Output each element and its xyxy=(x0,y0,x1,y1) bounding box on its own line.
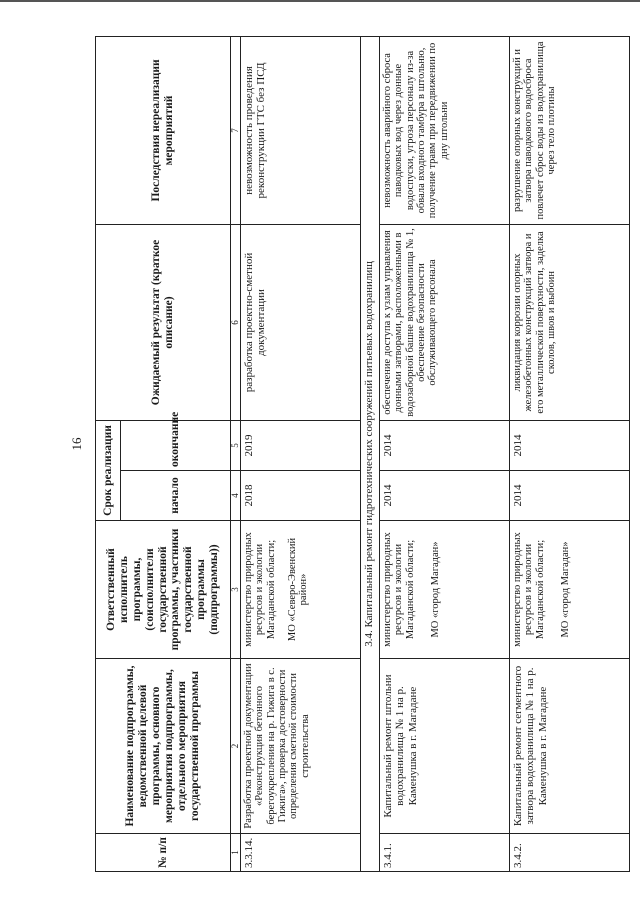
row-result: разработка проектно-сметной документации xyxy=(241,224,361,420)
header-result: Ожидаемый результат (краткое описание) xyxy=(96,224,231,420)
row-name: Разработка проектной документации «Реконструкция бетонного берегоукрепления на р. Гижига в с. Гижига», проверка достоверности определения сметной стоимости строительства xyxy=(241,659,361,834)
column-number: 1 xyxy=(231,834,241,872)
header-end: окончание xyxy=(121,420,231,470)
page-top-border xyxy=(0,0,640,2)
row-end: 2014 xyxy=(380,420,510,470)
row-start: 2014 xyxy=(380,471,510,521)
column-numbers-row xyxy=(231,36,241,871)
header-executor: Ответственный исполнитель программы, (соисполнители государственной программы, участники государственной программы (подпрограммы)) xyxy=(96,521,231,659)
row-result: ликвидация коррозии опорных железобетонных конструкций затвора и его металлической поверхности, заделка сколов, швов и выбоин xyxy=(510,224,630,420)
row-num: 3.3.14. xyxy=(241,834,361,872)
row-executor xyxy=(510,521,630,659)
row-start: 2014 xyxy=(510,471,630,521)
row-num: 3.4.2. xyxy=(510,834,630,872)
table-row xyxy=(241,36,361,871)
row-result: обеспечение доступа к узлам управления донными затворами, расположенными в водозаборной башне водохранилища № 1, обеспечение безопасности обслуживающего персонала xyxy=(380,224,510,420)
column-number: 6 xyxy=(231,224,241,420)
column-number: 7 xyxy=(231,36,241,224)
section-row xyxy=(361,36,380,871)
header-row-1 xyxy=(96,36,121,871)
row-executor-municipality: МО «Северо-Эвенский район» xyxy=(286,537,310,642)
row-name: Капитальный ремонт сегментного затвора водохранилища № 1 на р. Каменушка в г. Магадане xyxy=(510,659,630,834)
row-executor-ministry: министерство природных ресурсов и экологии Магаданской области; xyxy=(512,532,546,647)
row-executor xyxy=(380,521,510,659)
row-executor-ministry: министерство природных ресурсов и экологии Магаданской области; xyxy=(243,532,277,647)
column-number: 4 xyxy=(231,471,241,521)
header-start: начало xyxy=(121,471,231,521)
rotated-table-container xyxy=(95,37,615,872)
row-consequences: невозможность аварийного сброса паводковых вод через донные водоспуски, угроза персоналу из-за обвала входного тамбура в штольню, получение травм при передвижении по дну штольни xyxy=(380,36,510,224)
table-row xyxy=(380,36,510,871)
row-consequences: невозможность проведения реконструкции ГТС без ПСД xyxy=(241,36,361,224)
row-name: Капитальный ремонт штольни водохранилища № 1 на р. Каменушка в г. Магадане xyxy=(380,659,510,834)
column-number: 5 xyxy=(231,420,241,470)
measures-table xyxy=(95,36,630,872)
row-executor-ministry: министерство природных ресурсов и экологии Магаданской области; xyxy=(382,532,416,647)
row-num: 3.4.1. xyxy=(380,834,510,872)
row-start: 2018 xyxy=(241,471,361,521)
header-consequences: Последствия нереализации мероприятий xyxy=(96,36,231,224)
row-end: 2019 xyxy=(241,420,361,470)
page-number: 16 xyxy=(69,437,84,451)
row-end: 2014 xyxy=(510,420,630,470)
column-number: 2 xyxy=(231,659,241,834)
column-number: 3 xyxy=(231,521,241,659)
row-executor-municipality: МО «город Магадан» xyxy=(429,541,441,638)
row-executor xyxy=(241,521,361,659)
header-name: Наименование подпрограммы, ведомственной целевой программы, основного мероприятия подпрограммы, отдельного мероприятия государственной программы xyxy=(96,659,231,834)
section-title: 3.4. Капитальный ремонт гидротехнических сооружений питьевых водохранилищ xyxy=(361,36,380,871)
table-row xyxy=(510,36,630,871)
row-consequences: разрушение опорных конструкций и затвора паводкового водосброса повлечет сброс воды из водохранилища через тело плотины xyxy=(510,36,630,224)
header-num: № п/п xyxy=(96,834,231,872)
header-term: Срок реализации xyxy=(96,420,121,520)
row-executor-municipality: МО «город Магадан» xyxy=(559,541,571,638)
